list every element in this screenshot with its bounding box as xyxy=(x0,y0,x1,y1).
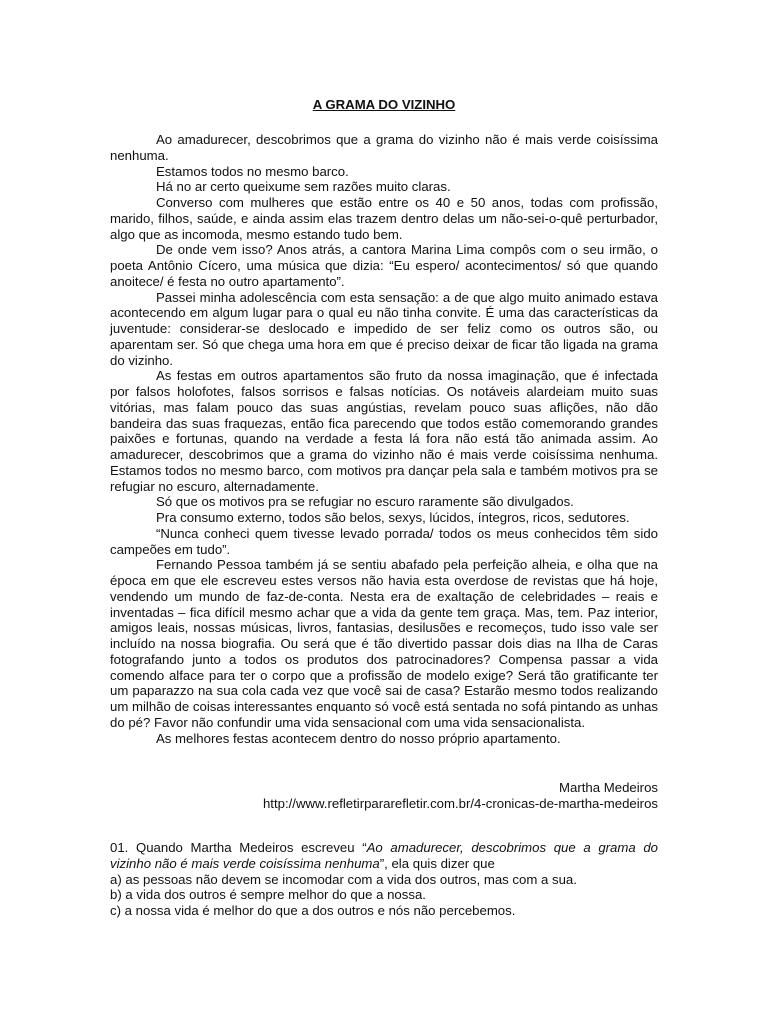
paragraph: Fernando Pessoa também já se sentiu abafado pela perfeição alheia, e olha que na época em que ele escreveu estes versos não havia esta overdose de revistas que há hoje, vendendo um mundo de faz-de-conta. Nesta era de exaltação de celebridades – reais e inventadas – fica difícil mesmo achar que a vida da gente tem graça. Mas, tem. Paz interior, amigos leais, nossas músicas, livros, fantasias, desilusões e recomeços, tudo isso vale ser incluído na nossa biografia. Ou será que é tão divertido passar dois dias na Ilha de Caras fotografando junto a todos os produtos dos patrocinadores? Compensa passar a vida comendo alface para ter o corpo que a profissão de modelo exige? Será tão gratificante ter um paparazzo na sua cola cada vez que você sai de casa? Estarão mesmo todos realizando um milhão de coisas interessantes enquanto só você está sentada no sofá pintando as unhas do pé? Favor não confundir uma vida sensacional com uma vida sensacionalista. xyxy=(110,557,658,730)
paragraph: Passei minha adolescência com esta sensação: a de que algo muito animado estava acontecendo em algum lugar para o qual eu não tinha convite. É uma das características da juventude: considerar-se deslocado e impedido de ser feliz como os outros são, ou aparentam ser. Só que chega uma hora em que é preciso deixar de ficar tão ligada na grama do vizinho. xyxy=(110,289,658,368)
question-suffix: ”, ela quis dizer que xyxy=(379,855,495,871)
question-stem xyxy=(110,840,658,872)
paragraph: As festas em outros apartamentos são fruto da nossa imaginação, que é infectada por falsos holofotes, falsos sorrisos e falsas notícias. Os notáveis alardeiam muito suas vitórias, mas falam pouco das suas angústias, revelam pouco suas aflições, não dão bandeira das suas fraquezas, então fica parecendo que todos estão comemorando grandes paixões e fortunas, quando na verdade a festa lá fora não está tão animada assim. Ao amadurecer, descobrimos que a grama do vizinho não é mais verde coisíssima nenhuma. Estamos todos no mesmo barco, com motivos pra dançar pela sala e também motivos pra se refugiar no escuro, alternadamente. xyxy=(110,368,658,494)
paragraph: Há no ar certo queixume sem razões muito claras. xyxy=(156,179,451,195)
signature-block xyxy=(110,780,658,812)
article-body xyxy=(110,132,658,746)
paragraph: “Nunca conheci quem tivesse levado porrada/ todos os meus conhecidos têm sido campeões em tudo”. xyxy=(110,525,658,557)
paragraph: De onde vem isso? Anos atrás, a cantora Marina Lima compôs com o seu irmão, o poeta Antônio Cícero, uma música que dizia: “Eu espero/ acontecimentos/ só que quando anoitece/ é festa no outro apartamento”. xyxy=(110,242,658,289)
paragraph: Ao amadurecer, descobrimos que a grama do vizinho não é mais verde coisíssima nenhuma. xyxy=(110,132,658,163)
paragraph: Estamos todos no mesmo barco. xyxy=(156,163,349,179)
source-link[interactable]: http://www.refletirpararefletir.com.br/4-cronicas-de-martha-medeiros xyxy=(262,795,658,811)
question-prefix: 01. Quando Martha Medeiros escreveu “ xyxy=(110,840,367,855)
question-block xyxy=(110,840,658,919)
answer-option-a: a) as pessoas não devem se incomodar com a vida dos outros, mas com a sua. xyxy=(110,871,577,887)
author-name: Martha Medeiros xyxy=(559,780,658,795)
paragraph: Pra consumo externo, todos são belos, sexys, lúcidos, íntegros, ricos, sedutores. xyxy=(156,510,630,525)
answer-option-c: c) a nossa vida é melhor do que a dos outros e nós não percebemos. xyxy=(110,903,516,918)
paragraph: As melhores festas acontecem dentro do nosso próprio apartamento. xyxy=(156,730,561,746)
answer-option-b: b) a vida dos outros é sempre melhor do que a nossa. xyxy=(110,887,426,903)
paragraph: Só que os motivos pra se refugiar no escuro raramente são divulgados. xyxy=(156,494,574,510)
question-quote: Ao amadurecer, descobrimos que a grama do vizinho não é mais verde coisíssima nenhuma xyxy=(110,840,659,871)
paragraph: Converso com mulheres que estão entre os 40 e 50 anos, todas com profissão, marido, filhos, saúde, e ainda assim elas trazem dentro delas um não-sei-o-quê perturbador, algo que as incomoda, mesmo estando tudo bem. xyxy=(110,195,658,242)
document-title: A GRAMA DO VIZINHO xyxy=(312,97,456,112)
